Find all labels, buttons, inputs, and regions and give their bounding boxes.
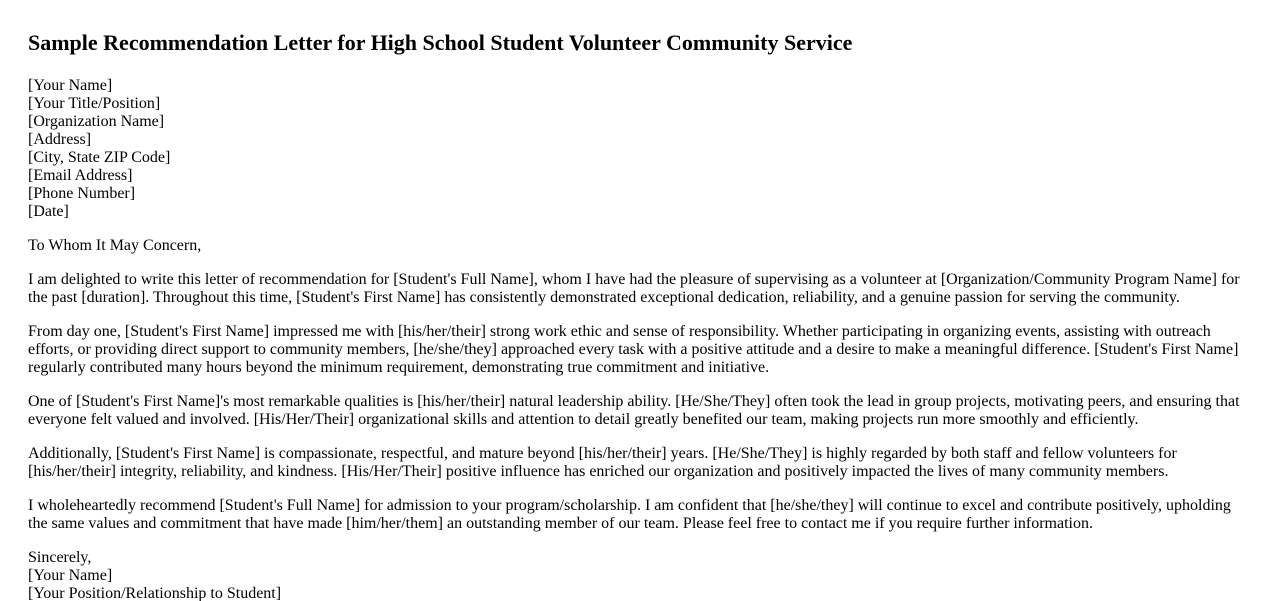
closing-sincerely: Sincerely, xyxy=(28,549,92,566)
sender-line-title-position: [Your Title/Position] xyxy=(28,95,161,112)
sender-line-city-state-zip: [City, State ZIP Code] xyxy=(28,149,171,166)
closing-block xyxy=(28,549,1240,601)
letter-paragraph-leadership: One of [Student's First Name]'s most remarkable qualities is [his/her/their] natural leadership ability. [He/She/They] often took the lead in group projects, motivating peers, and ensuring that everyone felt valued and involved. [His/Her/Their] organizational skills and attention to detail greatly benefited our team, making projects run more smoothly and efficiently. xyxy=(28,393,1240,428)
letter-title: Sample Recommendation Letter for High School Student Volunteer Community Service xyxy=(28,30,853,55)
sender-block xyxy=(28,77,1240,221)
letter-paragraph-character: Additionally, [Student's First Name] is compassionate, respectful, and mature beyond [his/her/their] years. [He/She/They] is highly regarded by both staff and fellow volunteers for [his/her/their] integrity, reliability, and kindness. [His/Her/Their] positive influence has enriched our organization and positively impacted the lives of many community members. xyxy=(28,445,1177,480)
sender-line-address: [Address] xyxy=(28,131,92,148)
sender-line-name: [Your Name] xyxy=(28,77,113,94)
letter-paragraph-work-ethic: From day one, [Student's First Name] impressed me with [his/her/their] strong work ethic and sense of responsibility. Whether participating in organizing events, assisting with outreach efforts, or providing direct support to community members, [he/she/they] approached every task with a positive attitude and a desire to make a meaningful difference. [Student's First Name] regularly contributed many hours beyond the minimum requirement, demonstrating true commitment and initiative. xyxy=(28,323,1239,376)
closing-name: [Your Name] xyxy=(28,567,113,584)
salutation: To Whom It May Concern, xyxy=(28,237,202,254)
closing-position: [Your Position/Relationship to Student] xyxy=(28,585,282,601)
letter-paragraph-recommendation: I wholeheartedly recommend [Student's Full Name] for admission to your program/scholarship. I am confident that [he/she/they] will continue to excel and contribute positively, upholding the same values and commitment that have made [him/her/them] an outstanding member of our team. Please feel free to contact me if you require further information. xyxy=(28,497,1231,532)
sender-line-email: [Email Address] xyxy=(28,167,133,184)
sender-line-date: [Date] xyxy=(28,203,69,220)
sender-line-phone: [Phone Number] xyxy=(28,185,136,202)
sender-line-organization: [Organization Name] xyxy=(28,113,165,130)
letter-paragraph-intro: I am delighted to write this letter of recommendation for [Student's Full Name], whom I have had the pleasure of supervising as a volunteer at [Organization/Community Program Name] for the past [duration]. Throughout this time, [Student's First Name] has consistently demonstrated exceptional dedication, reliability, and a genuine passion for serving the community. xyxy=(28,271,1240,306)
